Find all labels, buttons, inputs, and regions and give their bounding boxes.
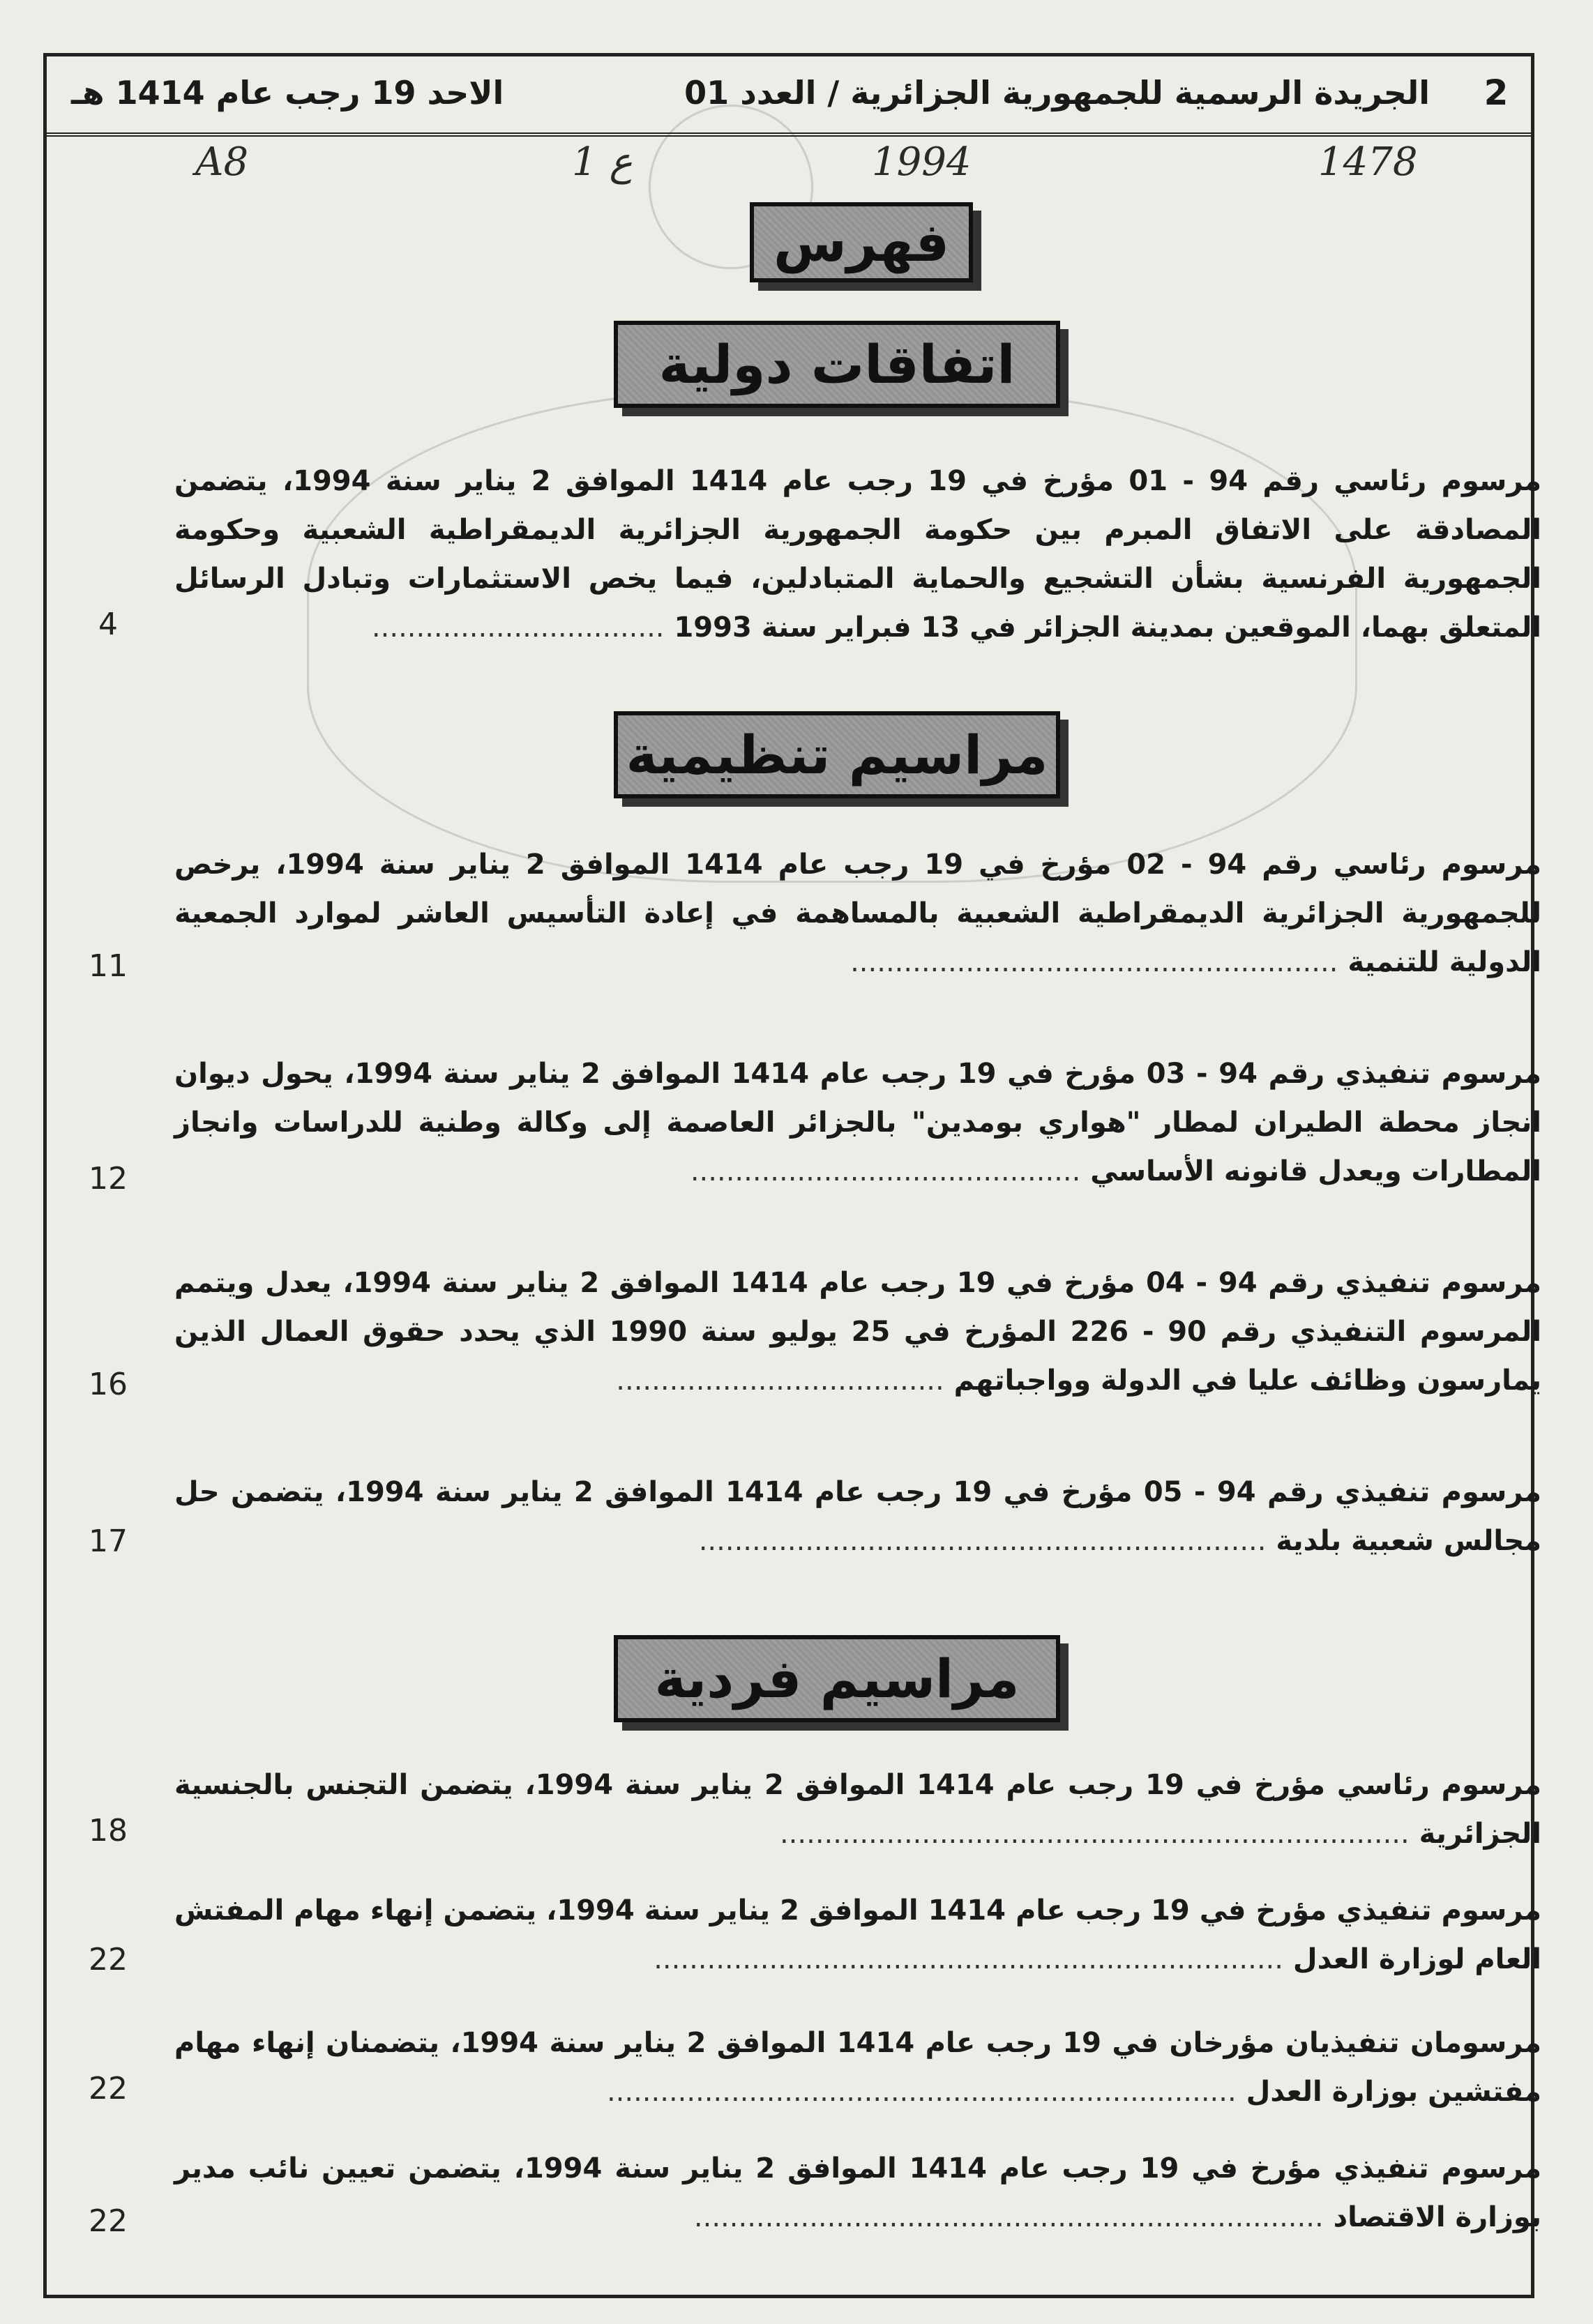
entry-page-number: 11 <box>89 948 128 984</box>
handwritten-note: 1478 <box>1318 139 1418 185</box>
leader-dots: ....................................................................... <box>779 1818 1410 1850</box>
leader-dots: ....................................................................... <box>693 2201 1324 2233</box>
entry-page-number: 16 <box>89 1367 128 1402</box>
index-entry <box>174 840 1541 987</box>
issue-date: الاحد 19 رجب عام 1414 هـ <box>71 74 504 112</box>
entry-page-number: 17 <box>89 1524 128 1559</box>
entry-text: مرسوم تنفيذي رقم 94 - 04 مؤرخ في 19 رجب عام 1414 الموافق 2 يناير سنة 1994، يعدل ويتمم المرسوم التنفيذي رقم 90 - 226 المؤرخ في 25 يوليو سنة 1990 الذي يحدد حقوق العمال الذين يمارسون وظائف عليا في الدولة وواجباتهم <box>174 1267 1542 1397</box>
entry-page-number: 22 <box>89 2203 128 2239</box>
section-international-agreements: اتفاقات دولية <box>614 321 1060 408</box>
entry-page-number: 12 <box>89 1161 128 1197</box>
leader-dots: ................................................................ <box>698 1525 1267 1557</box>
index-entry <box>174 2019 1541 2116</box>
gazette-title: الجريدة الرسمية للجمهورية الجزائرية / العدد 01 <box>684 74 1430 112</box>
entry-page-number: 22 <box>89 2071 128 2106</box>
entry-text: مرسوم تنفيذي مؤرخ في 19 رجب عام 1414 الموافق 2 يناير سنة 1994، يتضمن تعيين نائب مدير بوزارة الاقتصاد <box>174 2152 1542 2233</box>
leader-dots: ................................. <box>371 612 665 644</box>
index-entry <box>174 1761 1541 1858</box>
entry-text: مرسوم رئاسي رقم 94 - 01 مؤرخ في 19 رجب عام 1414 الموافق 2 يناير سنة 1994، يتضمن المصادقة على الاتفاق المبرم بين حكومة الجمهورية الجزائرية الديمقراطية الشعبية وحكومة الجمهورية الفرنسية بشأن التشجيع والحماية المتبادلين، فيما يخص الاستثمارات وتبادل الرسائل المتعلق بهما، الموقعين بمدينة الجزائر في 13 فبراير سنة 1993 <box>174 465 1542 644</box>
handwritten-note: 1994 <box>872 139 972 185</box>
index-entry <box>174 457 1541 652</box>
leader-dots: ....................................................... <box>850 946 1338 978</box>
entry-text: مرسوم تنفيذي مؤرخ في 19 رجب عام 1414 الموافق 2 يناير سنة 1994، يتضمن إنهاء مهام المفتش العام لوزارة العدل <box>174 1894 1542 1975</box>
entry-page-number: 22 <box>89 1942 128 1977</box>
entry-page-number: 4 <box>98 607 118 642</box>
index-entry <box>174 1049 1541 1196</box>
handwritten-note: A8 <box>195 139 249 185</box>
page-number: 2 <box>1483 73 1509 113</box>
gazette-header <box>43 53 1534 137</box>
section-individual-decrees: مراسيم فردية <box>614 1635 1060 1722</box>
entry-text: مرسوم تنفيذي رقم 94 - 03 مؤرخ في 19 رجب عام 1414 الموافق 2 يناير سنة 1994، يحول ديوان انجاز محطة الطيران لمطار "هواري بومدين" بالجزائر العاصمة إلى وكالة وطنية للدراسات وانجاز المطارات ويعدل قانونه الأساسي <box>174 1058 1542 1187</box>
index-entry <box>174 2144 1541 2242</box>
entry-text: مرسوم رئاسي رقم 94 - 02 مؤرخ في 19 رجب عام 1414 الموافق 2 يناير سنة 1994، يرخص للجمهورية الجزائرية الديمقراطية الشعبية بالمساهمة في إعادة التأسيس العاشر لموارد الجمعية الدولية للتنمية <box>174 849 1541 978</box>
section-regulatory-decrees: مراسيم تنظيمية <box>614 711 1060 798</box>
leader-dots: ............................................ <box>690 1155 1081 1187</box>
leader-dots: ....................................................................... <box>654 1943 1283 1975</box>
entry-page-number: 18 <box>89 1813 128 1848</box>
index-entry <box>174 1886 1541 1984</box>
entry-text: مرسوم تنفيذي رقم 94 - 05 مؤرخ في 19 رجب عام 1414 الموافق 2 يناير سنة 1994، يتضمن حل مجالس شعبية بلدية <box>174 1476 1542 1557</box>
index-title: فهرس <box>750 202 973 282</box>
entry-text: مرسومان تنفيذيان مؤرخان في 19 رجب عام 1414 الموافق 2 يناير سنة 1994، يتضمنان إنهاء مهام مفتشين بوزارة العدل <box>174 2027 1542 2108</box>
handwritten-note: ع 1 <box>572 139 633 185</box>
leader-dots: ....................................................................... <box>606 2076 1237 2108</box>
leader-dots: ..................................... <box>616 1365 944 1397</box>
entry-text: مرسوم رئاسي مؤرخ في 19 رجب عام 1414 الموافق 2 يناير سنة 1994، يتضمن التجنس بالجنسية الجزائرية <box>174 1769 1542 1850</box>
index-entry <box>174 1468 1541 1565</box>
index-entry <box>174 1259 1541 1405</box>
